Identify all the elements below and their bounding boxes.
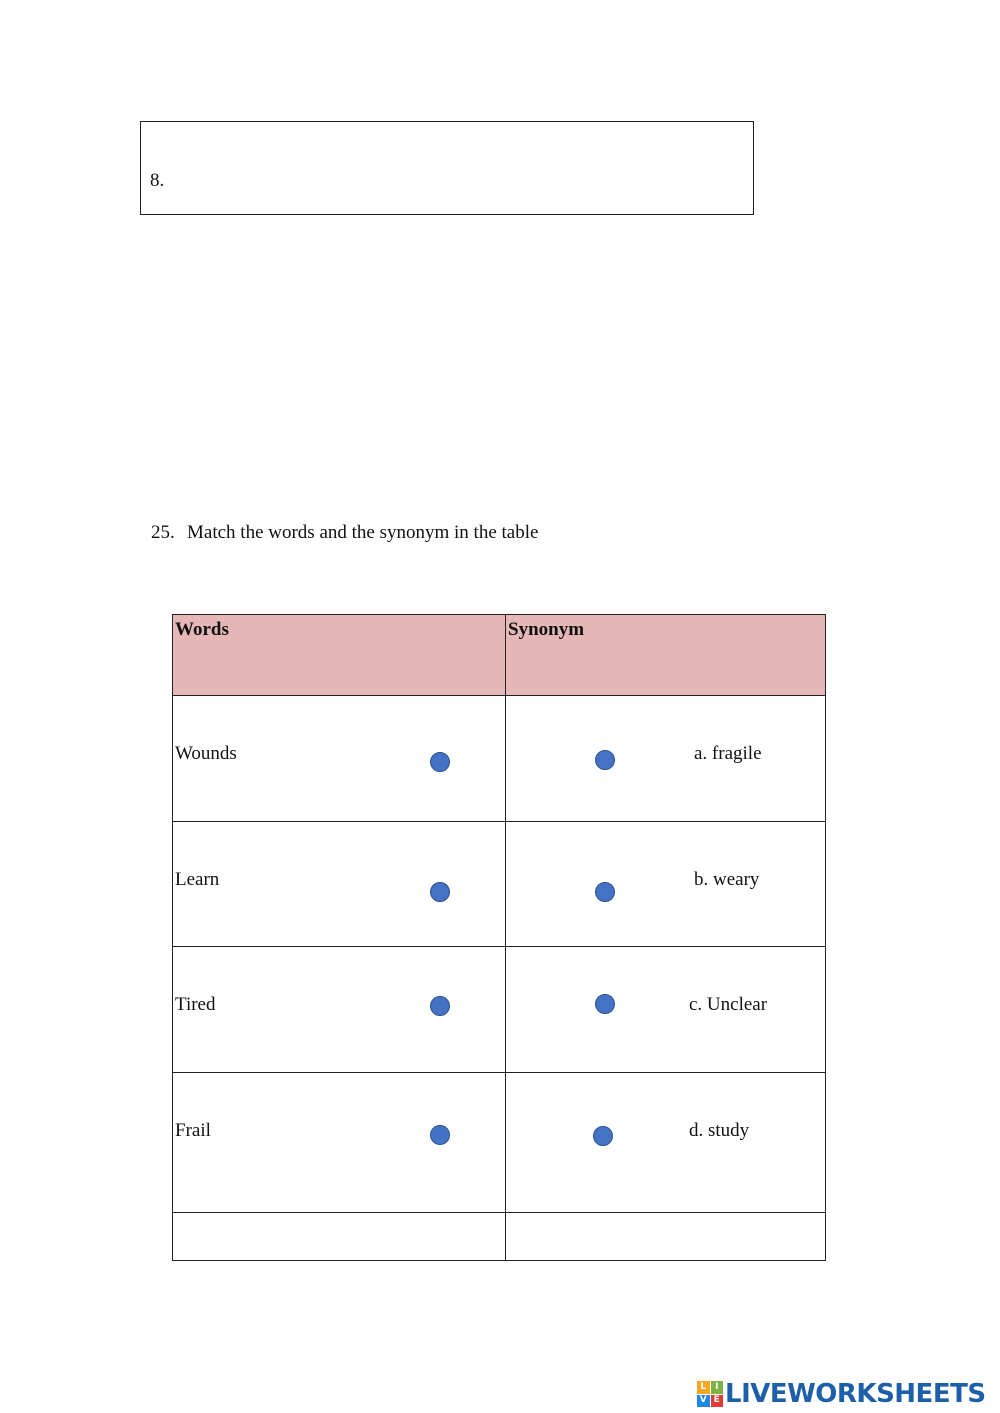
logo-text: LIVEWORKSHEETS	[725, 1379, 986, 1409]
row-divider	[173, 1072, 825, 1073]
word-match-dot[interactable]	[430, 996, 450, 1016]
logo-mark-icon	[697, 1381, 723, 1407]
word-match-dot[interactable]	[430, 1125, 450, 1145]
logo-tile: I	[711, 1381, 724, 1394]
answer-box[interactable]	[140, 121, 754, 215]
header-synonym: Synonym	[508, 619, 585, 640]
answer-number: 8.	[150, 170, 165, 191]
synonym-match-dot[interactable]	[595, 882, 615, 902]
liveworksheets-logo	[697, 1378, 986, 1410]
column-divider	[505, 615, 506, 1260]
word-cell: Tired	[175, 994, 216, 1015]
row-divider	[173, 821, 825, 822]
synonym-match-dot[interactable]	[593, 1126, 613, 1146]
matching-table	[172, 614, 826, 1261]
word-cell: Frail	[175, 1120, 211, 1141]
question-prompt	[151, 522, 538, 544]
synonym-cell: a. fragile	[694, 743, 762, 764]
word-cell: Wounds	[175, 743, 237, 764]
row-divider	[173, 1212, 825, 1213]
row-divider	[173, 695, 825, 696]
synonym-match-dot[interactable]	[595, 994, 615, 1014]
logo-tile: V	[697, 1395, 710, 1408]
synonym-cell: d. study	[689, 1120, 750, 1141]
synonym-cell: c. Unclear	[689, 994, 768, 1015]
word-match-dot[interactable]	[430, 752, 450, 772]
synonym-cell: b. weary	[694, 869, 760, 890]
word-cell: Learn	[175, 869, 220, 890]
logo-tile: L	[697, 1381, 710, 1394]
synonym-match-dot[interactable]	[595, 750, 615, 770]
row-divider	[173, 946, 825, 947]
question-text: Match the words and the synonym in the table	[187, 522, 539, 543]
header-words: Words	[175, 619, 229, 640]
question-number: 25.	[151, 522, 175, 543]
table-header-row	[173, 615, 825, 695]
word-match-dot[interactable]	[430, 882, 450, 902]
logo-tile: E	[711, 1395, 724, 1408]
